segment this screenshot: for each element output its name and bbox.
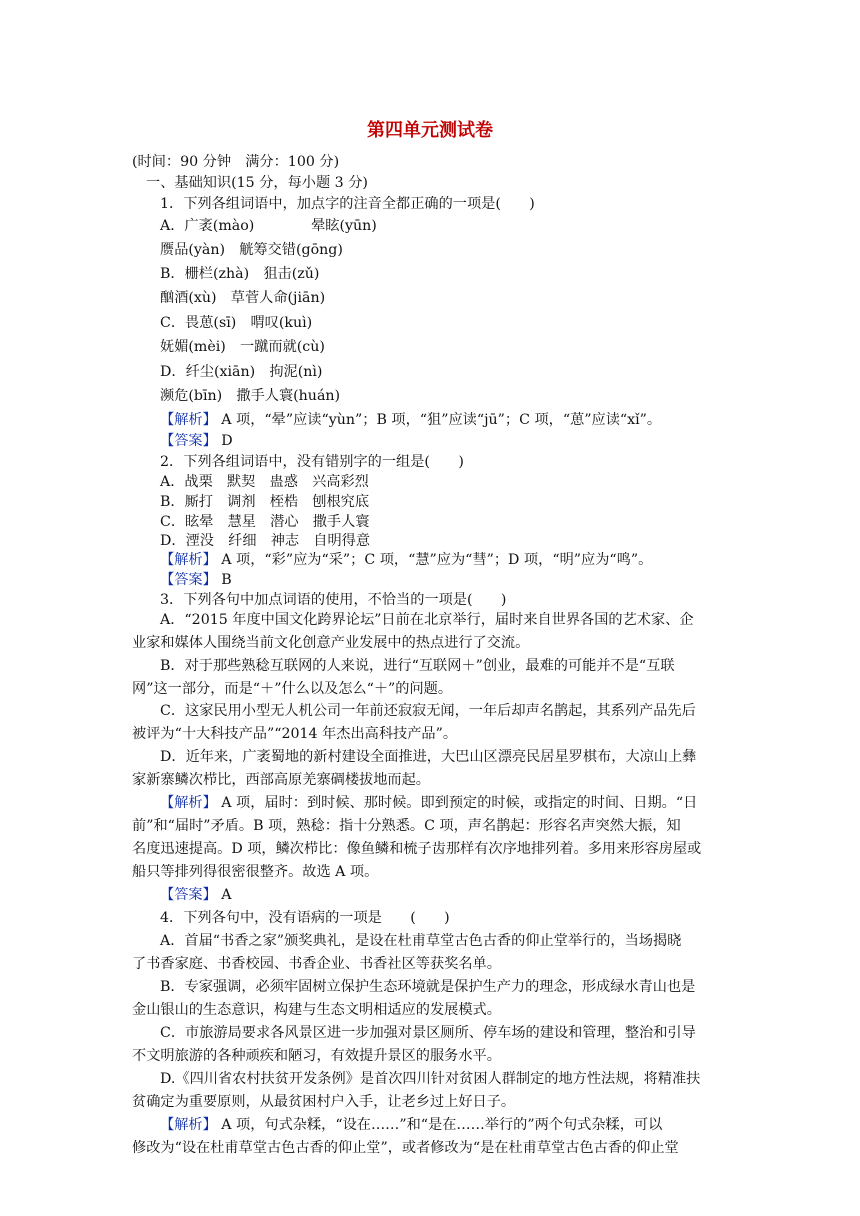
q2-stem: 2．下列各组词语中，没有错别字的一组是( ) — [160, 454, 464, 470]
q3-stem: 3．下列各句中加点词语的使用，不恰当的一项是( ) — [160, 592, 507, 608]
q4-analysis-text: A 项，句式杂糅，“设在……”和“是在……举行的”两个句式杂糅，可以 — [221, 1117, 663, 1133]
q1-analysis — [160, 410, 661, 430]
q3-analysis-line2: 前”和“届时”矛盾。B 项，熟稔：指十分熟悉。C 项，声名鹊起：形容名声突然大振，知 — [132, 818, 681, 834]
q1-option-d-line1: D．纤尘(xiān) 拘泥(nì) — [160, 364, 323, 380]
q3-answer — [160, 885, 232, 905]
q4-option-b-line1: B．专家强调，必须牢固树立保护生态环境就是保护生产力的理念，形成绿水青山也是 — [160, 979, 696, 995]
q3-option-c-line2: 被评为“十大科技产品”“2014 年杰出高科技产品”。 — [132, 726, 458, 742]
q2-option-c: C．眩晕 慧星 潜心 撒手人寰 — [160, 514, 370, 530]
q4-option-b-line2: 金山银山的生态意识，构建与生态文明相适应的发展模式。 — [132, 1002, 501, 1018]
q4-option-c-line1: C．市旅游局要求各风景区进一步加强对景区厕所、停车场的建设和管理，整治和引导 — [160, 1025, 696, 1041]
q3-analysis-line3: 名度迅速提高。D 项，鳞次栉比：像鱼鳞和梳子齿那样有次序地排列着。多用来形容房屋或 — [132, 841, 702, 857]
q4-option-d-line1: D.《四川省农村扶贫开发条例》是首次四川针对贫困人群制定的地方性法规，将精准扶 — [160, 1071, 701, 1087]
q3-option-a-line1: A．“2015 年度中国文化跨界论坛”日前在北京举行，届时来自世界各国的艺术家、企 — [160, 612, 694, 628]
q3-option-c-line1: C．这家民用小型无人机公司一年前还寂寂无闻，一年后却声名鹊起，其系列产品先后 — [160, 703, 696, 719]
q3-answer-text: A — [221, 887, 232, 903]
q3-option-b-line1: B．对于那些熟稔互联网的人来说，进行“互联网＋”创业，最难的可能并不是“互联 — [160, 658, 675, 674]
page-title: 第四单元测试卷 — [367, 120, 493, 141]
q4-analysis-line1 — [160, 1115, 662, 1135]
q4-option-c-line2: 不文明旅游的各种顽疾和陋习，有效提升景区的服务水平。 — [132, 1048, 501, 1064]
q1-option-b-line1: B．栅栏(zhà) 狙击(zǔ) — [160, 266, 320, 282]
q1-option-a-line1: A．广袤(mào) 晕眩(yūn) — [160, 218, 377, 234]
q3-analysis-line4: 船只等排列得很密很整齐。故选 A 项。 — [132, 864, 379, 880]
q2-analysis — [160, 550, 652, 570]
analysis-tag: 【解析】 — [160, 552, 217, 568]
q2-option-b: B．厮打 调剂 桎梏 刨根究底 — [160, 494, 370, 510]
section-heading: 一、基础知识(15 分，每小题 3 分) — [146, 175, 368, 191]
q3-analysis-line1 — [160, 793, 697, 813]
q2-answer — [160, 570, 232, 590]
q1-option-d-line2: 濒危(bīn) 撒手人寰(huán) — [160, 388, 341, 404]
analysis-tag: 【解析】 — [160, 412, 217, 428]
q2-option-a: A．战栗 默契 蛊惑 兴高彩烈 — [160, 474, 369, 490]
q1-option-c-line2: 妩媚(mèi) 一蹴而就(cù) — [160, 339, 325, 355]
q1-option-c-line1: C．畏葸(sī) 喟叹(kuì) — [160, 315, 313, 331]
q2-answer-text: B — [221, 572, 232, 588]
q4-option-a-line1: A．首届“书香之家”颁奖典礼，是设在杜甫草堂古色古香的仰止堂举行的，当场揭晓 — [160, 933, 682, 949]
q3-option-a-line2: 业家和媒体人围绕当前文化创意产业发展中的热点进行了交流。 — [132, 635, 530, 651]
q4-stem: 4．下列各句中，没有语病的一项是 ( ) — [160, 910, 450, 926]
q4-option-a-line2: 了书香家庭、书香校园、书香企业、书香社区等获奖名单。 — [132, 956, 501, 972]
q1-answer-text: D — [221, 433, 233, 449]
q3-option-d-line1: D．近年来，广袤蜀地的新村建设全面推进，大巴山区漂亮民居星罗棋布，大凉山上彝 — [160, 749, 697, 765]
q1-option-a-line2: 赝品(yàn) 觥筹交错(gōng) — [160, 242, 343, 258]
q1-option-b-line2: 酗酒(xù) 草菅人命(jiān) — [160, 290, 326, 306]
exam-meta: (时间：90 分钟 满分：100 分) — [132, 154, 340, 170]
analysis-tag: 【解析】 — [160, 795, 217, 811]
answer-tag: 【答案】 — [160, 887, 217, 903]
q1-stem: 1．下列各组词语中，加点字的注音全都正确的一项是( ) — [160, 196, 535, 212]
q3-option-d-line2: 家新寨鳞次栉比，西部高原羌寨碉楼拔地而起。 — [132, 772, 430, 788]
analysis-tag: 【解析】 — [160, 1117, 217, 1133]
q3-option-b-line2: 网”这一部分，而是“＋”什么以及怎么“＋”的问题。 — [132, 681, 453, 697]
answer-tag: 【答案】 — [160, 572, 217, 588]
q1-analysis-text: A 项，“晕”应读“yùn”；B 项，“狙”应读“jū”；C 项，“葸”应读“xǐ”。 — [221, 412, 662, 428]
q2-option-d: D．湮没 纤细 神志 自明得意 — [160, 533, 371, 549]
q2-analysis-text: A 项，“彩”应为“采”；C 项，“慧”应为“彗”；D 项，“明”应为“鸣”。 — [221, 552, 653, 568]
q4-analysis-line2: 修改为“设在杜甫草堂古色古香的仰止堂”，或者修改为“是在杜甫草堂古色古香的仰止堂 — [132, 1140, 679, 1156]
q1-answer — [160, 431, 233, 451]
answer-tag: 【答案】 — [160, 433, 217, 449]
q3-analysis-text: A 项，届时：到时候、那时候。即到预定的时候，或指定的时间、日期。“日 — [221, 795, 698, 811]
q4-option-d-line2: 贫确定为重要原则，从最贫困村户入手，让老乡过上好日子。 — [132, 1094, 516, 1110]
